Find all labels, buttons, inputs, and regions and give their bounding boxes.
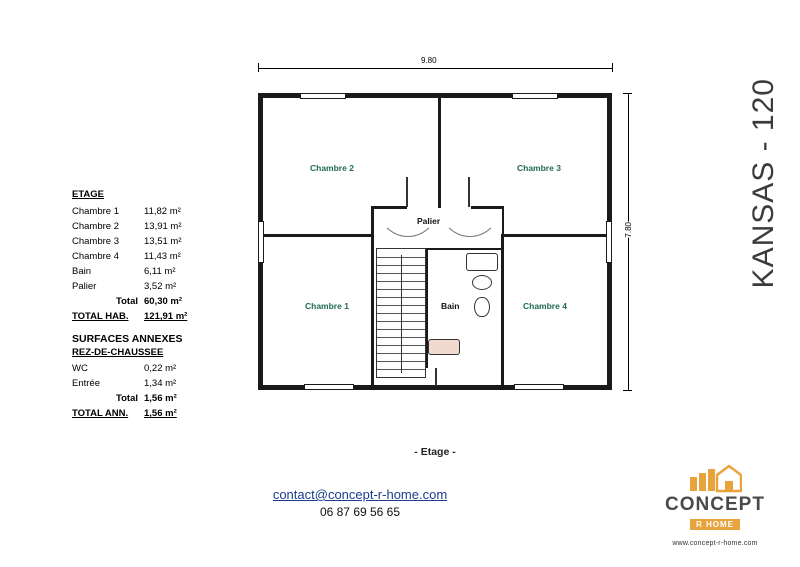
toilet-fixture bbox=[474, 297, 490, 317]
dimension-line-height bbox=[628, 93, 629, 390]
window bbox=[512, 93, 558, 99]
window bbox=[514, 384, 564, 390]
shower-fixture bbox=[428, 339, 460, 355]
contact-email-link[interactable]: contact@concept-r-home.com bbox=[272, 487, 448, 502]
room-label-palier: Palier bbox=[417, 216, 441, 226]
door-arc bbox=[440, 177, 500, 237]
door-arc bbox=[378, 177, 441, 237]
room-label-chambre-4: Chambre 4 bbox=[523, 301, 567, 311]
staircase bbox=[376, 248, 426, 378]
legend-total-hab-label: TOTAL HAB. bbox=[72, 311, 129, 323]
legend-row-label: Chambre 4 bbox=[72, 251, 119, 263]
legend-total-rdc bbox=[72, 392, 242, 407]
legend-row bbox=[72, 280, 242, 295]
legend-row-label: Entrée bbox=[72, 378, 100, 390]
legend-total-hab-value: 121,91 m² bbox=[144, 311, 188, 323]
plan-title bbox=[734, 0, 794, 420]
legend-row bbox=[72, 205, 242, 220]
legend-total-ann bbox=[72, 407, 242, 422]
logo-name: CONCEPT bbox=[665, 494, 765, 515]
company-logo bbox=[640, 463, 790, 547]
interior-wall bbox=[371, 237, 374, 385]
door-leaf bbox=[468, 177, 470, 207]
legend-row bbox=[72, 235, 242, 250]
room-label-chambre-2: Chambre 2 bbox=[310, 163, 354, 173]
legend-total-label: Total bbox=[116, 393, 138, 405]
room-label-bain: Bain bbox=[441, 301, 460, 311]
door-leaf bbox=[406, 177, 408, 207]
door-leaf bbox=[435, 368, 437, 386]
legend-annexes-title: SURFACES ANNEXES bbox=[72, 332, 183, 345]
legend-row bbox=[72, 220, 242, 235]
dimension-height-label: 7.80 bbox=[621, 222, 636, 238]
legend-row-value: 0,22 m² bbox=[144, 363, 177, 375]
house-icon bbox=[688, 463, 742, 493]
legend-row-value: 11,82 m² bbox=[144, 206, 181, 218]
interior-wall bbox=[428, 248, 503, 250]
interior-wall bbox=[501, 237, 504, 385]
legend-total-etage bbox=[72, 295, 242, 310]
legend-total-label: Total bbox=[116, 296, 138, 308]
surfaces-legend bbox=[72, 190, 242, 422]
legend-etage-title: ETAGE bbox=[72, 189, 105, 200]
dimension-width-label: 9.80 bbox=[418, 56, 440, 65]
room-label-chambre-1: Chambre 1 bbox=[305, 301, 349, 311]
dimension-tick bbox=[612, 63, 613, 72]
legend-row-label: Chambre 2 bbox=[72, 221, 119, 233]
interior-wall bbox=[438, 98, 441, 208]
contact-block bbox=[200, 487, 520, 519]
window bbox=[300, 93, 346, 99]
legend-row-label: Chambre 3 bbox=[72, 236, 119, 248]
legend-row bbox=[72, 250, 242, 265]
plan-title-text: KANSAS - 120 bbox=[747, 78, 780, 289]
dimension-line-width bbox=[258, 68, 612, 69]
legend-row-value: 6,11 m² bbox=[144, 266, 176, 278]
legend-row-value: 1,34 m² bbox=[144, 378, 177, 390]
legend-row-label: WC bbox=[72, 363, 88, 375]
window bbox=[258, 221, 264, 263]
legend-row-label: Chambre 1 bbox=[72, 206, 119, 218]
dimension-tick bbox=[258, 63, 259, 72]
plan-caption: - Etage - bbox=[414, 446, 456, 458]
legend-total-hab bbox=[72, 310, 242, 325]
legend-total-ann-value: 1,56 m² bbox=[144, 408, 177, 420]
legend-rdc-title: REZ-DE-CHAUSSEE bbox=[72, 347, 164, 358]
interior-wall bbox=[501, 234, 607, 237]
legend-total-value: 60,30 m² bbox=[144, 296, 183, 308]
legend-row-label: Palier bbox=[72, 281, 97, 293]
legend-row bbox=[72, 377, 242, 392]
legend-row bbox=[72, 265, 242, 280]
contact-phone: 06 87 69 56 65 bbox=[319, 505, 401, 519]
legend-row-value: 11,43 m² bbox=[144, 251, 181, 263]
room-label-chambre-3: Chambre 3 bbox=[517, 163, 561, 173]
window bbox=[304, 384, 354, 390]
legend-row-value: 13,51 m² bbox=[144, 236, 182, 248]
logo-url: www.concept-r-home.com bbox=[672, 540, 758, 547]
window bbox=[606, 221, 612, 263]
legend-row-value: 3,52 m² bbox=[144, 281, 177, 293]
dimension-tick bbox=[623, 390, 632, 391]
legend-row-value: 13,91 m² bbox=[144, 221, 182, 233]
legend-total-ann-label: TOTAL ANN. bbox=[72, 408, 129, 420]
legend-row-label: Bain bbox=[72, 266, 92, 278]
bathtub-fixture bbox=[466, 253, 498, 271]
logo-subtitle: R HOME bbox=[690, 519, 740, 530]
legend-row bbox=[72, 362, 242, 377]
sink-fixture bbox=[472, 275, 492, 290]
interior-wall bbox=[263, 234, 371, 237]
legend-total-value: 1,56 m² bbox=[144, 393, 177, 405]
dimension-tick bbox=[623, 93, 632, 94]
floorplan-drawing bbox=[258, 93, 612, 390]
